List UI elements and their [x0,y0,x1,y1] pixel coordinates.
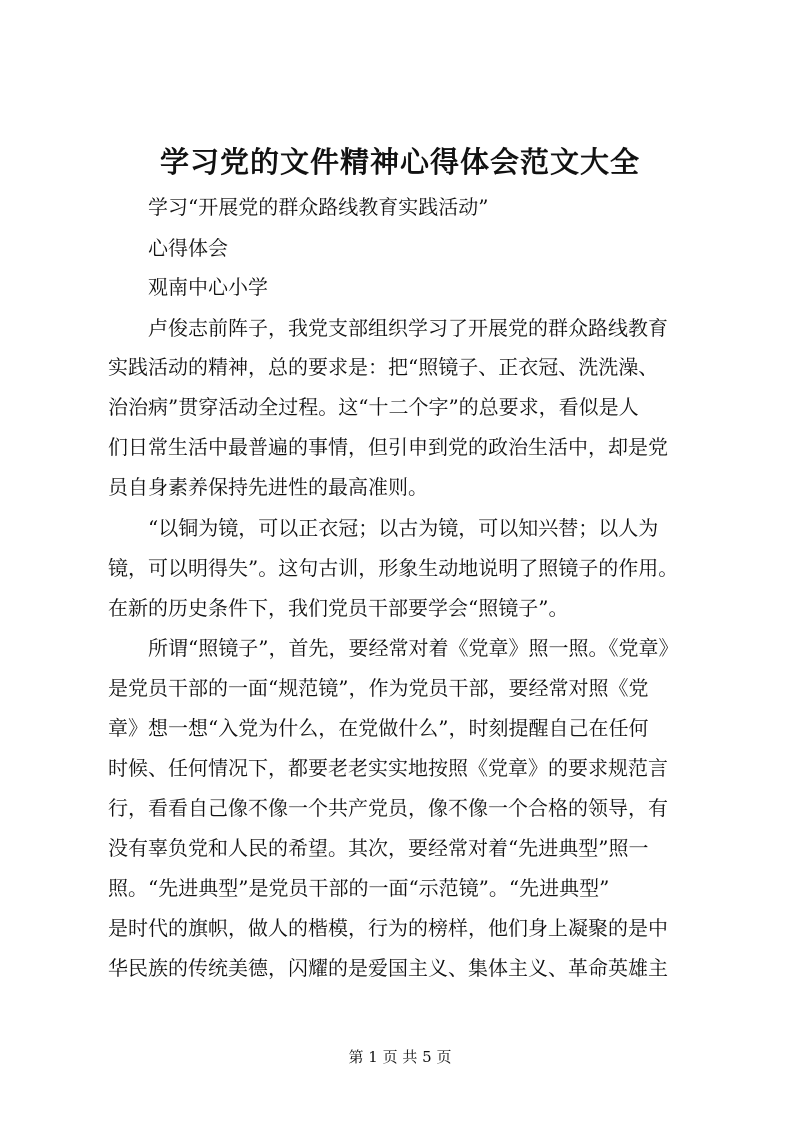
paragraph-line: 们日常生活中最普遍的事情，但引申到党的政治生活中，却是党 [108,435,668,459]
author-line: 观南中心小学 [148,275,268,299]
paragraph-line: 时候、任何情况下，都要老老实实地按照《党章》的要求规范言 [108,756,668,780]
paragraph-line: “以铜为镜，可以正衣冠；以古为镜，可以知兴替；以人为 [148,516,659,540]
paragraph-line: 是党员干部的一面“规范镜”，作为党员干部，要经常对照《党 [108,676,649,700]
paragraph-line: 卢俊志前阵子，我党支部组织学习了开展党的群众路线教育 [148,316,668,340]
paragraph-line: 行，看看自己像不像一个共产党员，像不像一个合格的领导，有 [108,796,668,820]
paragraph-line: 实践活动的精神，总的要求是：把“照镜子、正衣冠、洗洗澡、 [108,355,659,379]
subtitle-line: 学习“开展党的群众路线教育实践活动” [148,195,489,219]
paragraph-line: 是时代的旗帜，做人的楷模，行为的榜样，他们身上凝聚的是中 [108,916,668,940]
paragraph-line: 治治病”贯穿活动全过程。这“十二个字”的总要求，看似是人 [108,395,639,419]
subtitle-line: 心得体会 [148,236,228,260]
paragraph-line: 没有辜负党和人民的希望。其次，要经常对着“先进典型”照一 [108,836,649,860]
paragraph-line: 在新的历史条件下，我们党员干部要学会“照镜子”。 [108,596,569,620]
paragraph-line: 章》想一想“入党为什么，在党做什么”，时刻提醒自己在任何 [108,716,649,740]
document-title: 学习党的文件精神心得体会范文大全 [159,145,640,179]
page-footer: 第 1 页 共 5 页 [348,1048,452,1066]
paragraph-line: 照。“先进典型”是党员干部的一面“示范镜”。“先进典型” [108,876,610,900]
paragraph-line: 镜，可以明得失”。这句古训，形象生动地说明了照镜子的作用。 [108,556,679,580]
paragraph-line: 华民族的传统美德，闪耀的是爱国主义、集体主义、革命英雄主 [108,956,668,980]
paragraph-line: 员自身素养保持先进性的最高准则。 [108,475,428,499]
paragraph-line: 所谓“照镜子”，首先，要经常对着《党章》照一照。《党章》 [148,636,679,660]
